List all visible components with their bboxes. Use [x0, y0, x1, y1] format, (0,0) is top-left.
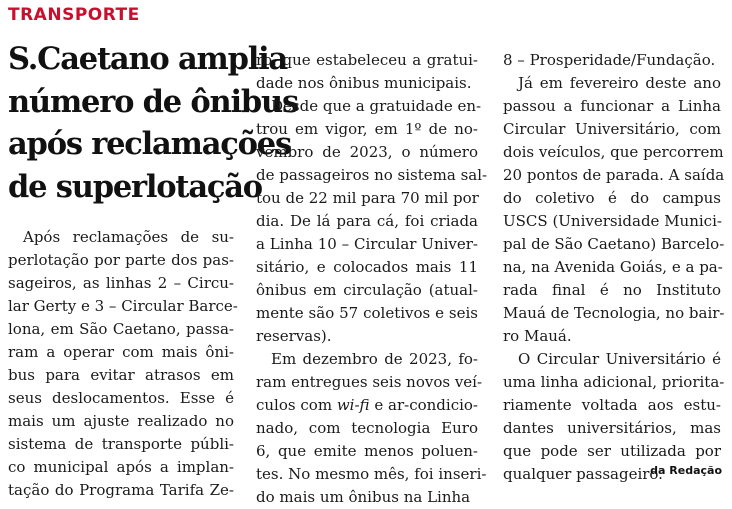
text-line: passou a funcionar a Linha	[503, 97, 721, 115]
text-line: tou de 22 mil para 70 mil por	[256, 189, 479, 207]
text-line: dantes universitários, mas	[503, 419, 721, 437]
byline: da Redação	[650, 464, 722, 477]
text-line: sitário, e colocados mais 11	[256, 258, 478, 276]
text-line: qualquer passageiro.	[503, 465, 663, 483]
text-line: que pode ser utilizada por	[503, 442, 721, 460]
text-line: Em dezembro de 2023, fo-	[256, 350, 478, 368]
text-line: Desde que a gratuidade en-	[256, 97, 482, 115]
headline-line: de superlotação	[8, 168, 262, 205]
headline	[8, 38, 298, 208]
text-line: lar Gerty e 3 – Circular Barce-	[8, 297, 238, 315]
headline-line: número de ônibus	[8, 83, 298, 120]
headline-line: após reclamações	[8, 126, 291, 162]
italic-term: wi-fi	[336, 396, 370, 414]
text-line: ram a operar com mais ôni-	[8, 343, 234, 361]
text-line: Após reclamações de su-	[8, 228, 234, 246]
text-line: 8 – Prosperidade/Fundação.	[503, 51, 716, 69]
text-line: perlotação por parte dos pas-	[8, 251, 234, 269]
text-line: mais um ajuste realizado no	[8, 412, 234, 430]
text-line: a Linha 10 – Circular Univer-	[256, 235, 478, 253]
text-line: mente são 57 coletivos e seis	[256, 304, 478, 322]
text-line: ro Mauá.	[503, 327, 572, 345]
text-line: bus para evitar atrasos em	[8, 366, 234, 384]
text-line: na, na Avenida Goiás, e a pa-	[503, 258, 723, 276]
text-line: Circular Universitário, com	[503, 120, 721, 138]
text-line: uma linha adicional, priorita-	[503, 373, 725, 391]
text-line: USCS (Universidade Munici-	[503, 212, 722, 230]
text-line: Já em fevereiro deste ano	[503, 74, 721, 92]
section-label: TRANSPORTE	[8, 5, 140, 25]
text-line: Mauá de Tecnologia, no bair-	[503, 304, 725, 322]
text-line: pal de São Caetano) Barcelo-	[503, 235, 725, 253]
text-line: riamente voltada aos estu-	[503, 396, 721, 414]
text-line: 20 pontos de parada. A saída	[503, 166, 725, 184]
text-line: do coletivo é do campus	[503, 189, 721, 207]
text-line: seus deslocamentos. Esse é	[8, 389, 234, 407]
text-line: sageiros, as linhas 2 – Circu-	[8, 274, 234, 292]
text-line: nado, com tecnologia Euro	[256, 419, 478, 437]
text-line: vembro de 2023, o número	[256, 143, 478, 161]
text-line: de passageiros no sistema sal-	[256, 166, 488, 184]
text-line: dade nos ônibus municipais.	[256, 74, 472, 92]
text-line: sistema de transporte públi-	[8, 435, 234, 453]
text-line: trou em vigor, em 1º de no-	[256, 120, 478, 138]
headline-line: S.Caetano amplia	[8, 41, 288, 77]
text-line: 6, que emite menos poluen-	[256, 442, 478, 460]
text-line: dois veículos, que percorrem	[503, 143, 724, 161]
text-line: ônibus em circulação (atual-	[256, 281, 478, 299]
text-line: ro, que estabeleceu a gratui-	[256, 51, 478, 69]
text-line: lona, em São Caetano, passa-	[8, 320, 234, 338]
text-line: rada final é no Instituto	[503, 281, 721, 299]
text-line: do mais um ônibus na Linha	[256, 488, 471, 506]
text-line: culos com wi-fi e ar-condicio-	[256, 396, 479, 414]
text-line: tes. No mesmo mês, foi inseri-	[256, 465, 487, 483]
text-line: ram entregues seis novos veí-	[256, 373, 483, 391]
text-line: tação do Programa Tarifa Ze-	[8, 481, 234, 499]
text-line: dia. De lá para cá, foi criada	[256, 212, 478, 230]
text-line: O Circular Universitário é	[503, 350, 721, 368]
text-line: reservas).	[256, 327, 332, 345]
text-line: co municipal após a implan-	[8, 458, 234, 476]
